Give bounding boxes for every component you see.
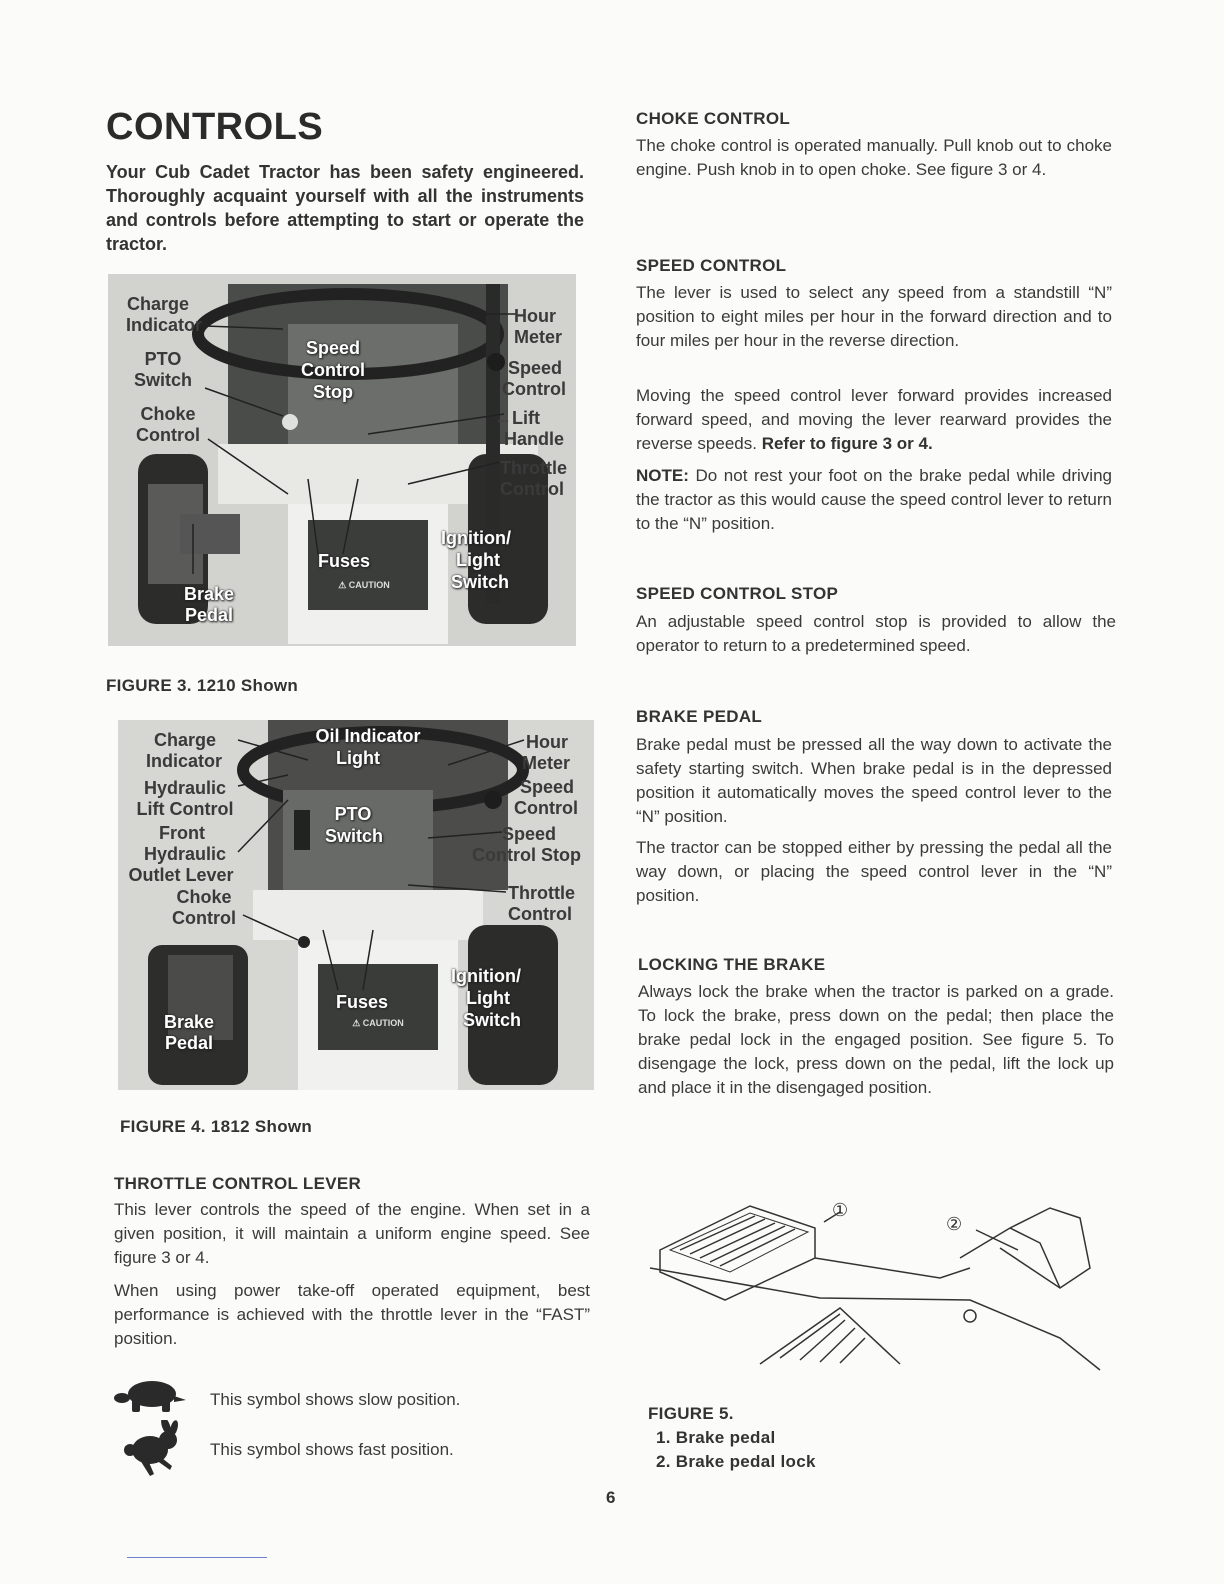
speed-stop-heading: SPEED CONTROL STOP <box>636 584 839 603</box>
fig3-label-speed: Speed <box>508 358 563 378</box>
locking-heading: LOCKING THE BRAKE <box>638 955 826 974</box>
fig3-label-scs-3: Stop <box>313 382 353 402</box>
fig3-label-lift: ←Lift <box>494 408 540 428</box>
turtle-icon <box>112 1378 186 1419</box>
fig4-label-scs-2: Control Stop <box>472 845 581 865</box>
fig4-caution-decal: ⚠ CAUTION <box>352 1018 404 1028</box>
fig3-label-pto: PTO <box>144 349 182 369</box>
speed-paragraph-1: The lever is used to select any speed from a standstill “N” position to eight miles per hour in the forward direction and to four miles per hour in the reverse direction. <box>636 283 1112 350</box>
choke-heading: CHOKE CONTROL <box>636 109 791 128</box>
fig4-label-front: Front <box>159 823 205 843</box>
figure3-caption: FIGURE 3. 1210 Shown <box>106 676 299 695</box>
fig3-label-throttle: Throttle <box>500 458 567 478</box>
fig4-label-choke-control: Control <box>172 908 236 928</box>
rabbit-icon <box>120 1420 182 1481</box>
fig4-label-throttle-control: Control <box>508 904 572 924</box>
fig3-label-scs-2: Control <box>301 360 365 380</box>
speed-refer-figure: Refer to figure 3 or 4. <box>761 434 933 453</box>
fig4-label-oil-1: Oil Indicator <box>315 726 421 746</box>
fig4-label-fuses: Fuses <box>335 992 389 1012</box>
slow-symbol-text: This symbol shows slow position. <box>210 1390 461 1409</box>
locking-paragraph: Always lock the brake when the tractor is parked on a grade. To lock the brake, press down on the pedal; then place the brake pedal lock in the engaged position. See figure 5. To disengage the lock, press down on the pedal, lift the lock up and place it in the disengaged position. <box>638 982 1114 1097</box>
fig4-label-indicator: Indicator <box>145 751 222 771</box>
fig3-label-scs-1: Speed <box>305 338 361 358</box>
fig3-label-pto-switch: Switch <box>133 370 192 390</box>
fig4-label-hour: Hour <box>526 732 568 752</box>
fig4-label-charge: Charge <box>153 730 216 750</box>
fig4-label-speed-control: Control <box>514 798 578 818</box>
fig4-label-ign-1: Ignition/ <box>451 966 521 986</box>
speed-paragraph-2 <box>636 384 1112 456</box>
footer-rule <box>127 1557 267 1558</box>
fig4-label-pedal: Pedal <box>164 1033 214 1053</box>
fig3-label-fuses: Fuses <box>317 551 371 571</box>
figure5-caption: FIGURE 5. <box>648 1404 734 1423</box>
brake-heading: BRAKE PEDAL <box>636 707 763 726</box>
fig4-label-speed: Speed <box>520 777 575 797</box>
fig3-caution-decal: ⚠ CAUTION <box>338 580 390 590</box>
fast-symbol-text: This symbol shows fast position. <box>210 1440 454 1459</box>
intro-text: Your Cub Cadet Tractor has been safety engineered. Thoroughly acquaint yourself with all the instruments and controls before attempting to start or operate the tractor. <box>106 162 584 254</box>
fig4-label-choke: Choke <box>176 887 232 907</box>
throttle-heading: THROTTLE CONTROL LEVER <box>114 1174 362 1193</box>
fig4-label-outlet-lever: Outlet Lever <box>128 865 234 885</box>
fig3-label-handle: Handle <box>504 429 565 449</box>
fig3-label-indicator: Indicator <box>125 315 202 335</box>
fig3-label-throttle-control: Control <box>500 479 564 499</box>
speed-stop-paragraph: An adjustable speed control stop is provided to allow the operator to return to a predetermined speed. <box>636 612 1116 655</box>
throttle-paragraph-2: When using power take-off operated equipment, best performance is achieved with the throttle lever in the “FAST” position. <box>114 1281 590 1348</box>
fig3-label-choke: Choke <box>140 404 196 424</box>
figure5-item-1: 1. Brake pedal <box>656 1428 776 1447</box>
fig4-label-brake: Brake <box>163 1012 215 1032</box>
speed-note-label: NOTE: <box>636 466 689 485</box>
choke-paragraph: The choke control is operated manually. Pull knob out to choke engine. Push knob in to open choke. See figure 3 or 4. <box>636 136 1112 179</box>
fig3-label-meter: Meter <box>514 327 563 347</box>
speed-heading: SPEED CONTROL <box>636 256 787 275</box>
throttle-paragraph-1: This lever controls the speed of the engine. When set in a given position, it will maintain a uniform engine speed. See figure 3 or 4. <box>114 1200 590 1267</box>
fig3-label-ign-3: Switch <box>450 572 509 592</box>
fig3-label-ign-1: Ignition/ <box>441 528 511 548</box>
fig3-label-charge: Charge <box>126 294 189 314</box>
fig4-label-scs-1: Speed <box>502 824 557 844</box>
fig3-label-brake: Brake <box>183 584 235 604</box>
fig4-label-oil-2: Light <box>336 748 380 768</box>
brake-paragraph-2: The tractor can be stopped either by pressing the pedal all the way down, or placing the speed control lever in the “N” position. <box>636 838 1112 905</box>
fig4-label-pto-1: PTO <box>334 804 372 824</box>
fig4-label-ign-3: Switch <box>462 1010 521 1030</box>
figure4-caption: FIGURE 4. 1812 Shown <box>120 1117 313 1136</box>
fig3-label-hour: Hour <box>514 306 556 326</box>
fig4-label-front-hydraulic: Hydraulic <box>143 844 227 864</box>
fig3-label-speed-control: Control <box>502 379 566 399</box>
fig4-label-ign-2: Light <box>466 988 510 1008</box>
speed-note <box>636 464 1112 536</box>
figure5-drawing <box>640 1188 1110 1378</box>
figure5-item-2: 2. Brake pedal lock <box>656 1452 816 1471</box>
fig4-label-hydraulic: Hydraulic <box>143 778 227 798</box>
fig4-label-lift-control: Lift Control <box>136 799 234 819</box>
figure5-callout-1: ① <box>832 1200 849 1220</box>
speed-paragraph-2-text: Moving the speed control lever forward provides increased forward speed, and moving the lever rearward provides the reverse speeds. <box>636 386 1112 453</box>
fig4-label-pto-2: Switch <box>324 826 383 846</box>
fig4-label-throttle: Throttle <box>508 883 575 903</box>
page-title: CONTROLS <box>106 106 324 148</box>
figure5-callout-2: ② <box>946 1214 963 1234</box>
fig3-label-choke-control: Control <box>136 425 200 445</box>
fig3-label-ign-2: Light <box>456 550 500 570</box>
figure3-photo <box>108 274 576 646</box>
speed-note-text: Do not rest your foot on the brake pedal while driving the tractor as this would cause the speed control lever to return to the “N” position. <box>636 466 1112 533</box>
fig3-label-pedal: Pedal <box>184 605 234 625</box>
figure4-photo <box>118 720 594 1090</box>
fig4-label-meter: Meter <box>522 753 571 773</box>
page-number: 6 <box>606 1488 616 1507</box>
brake-paragraph-1: Brake pedal must be pressed all the way down to activate the safety starting switch. When brake pedal is in the depressed position it automatically moves the speed control lever to the “N” position. <box>636 735 1112 826</box>
